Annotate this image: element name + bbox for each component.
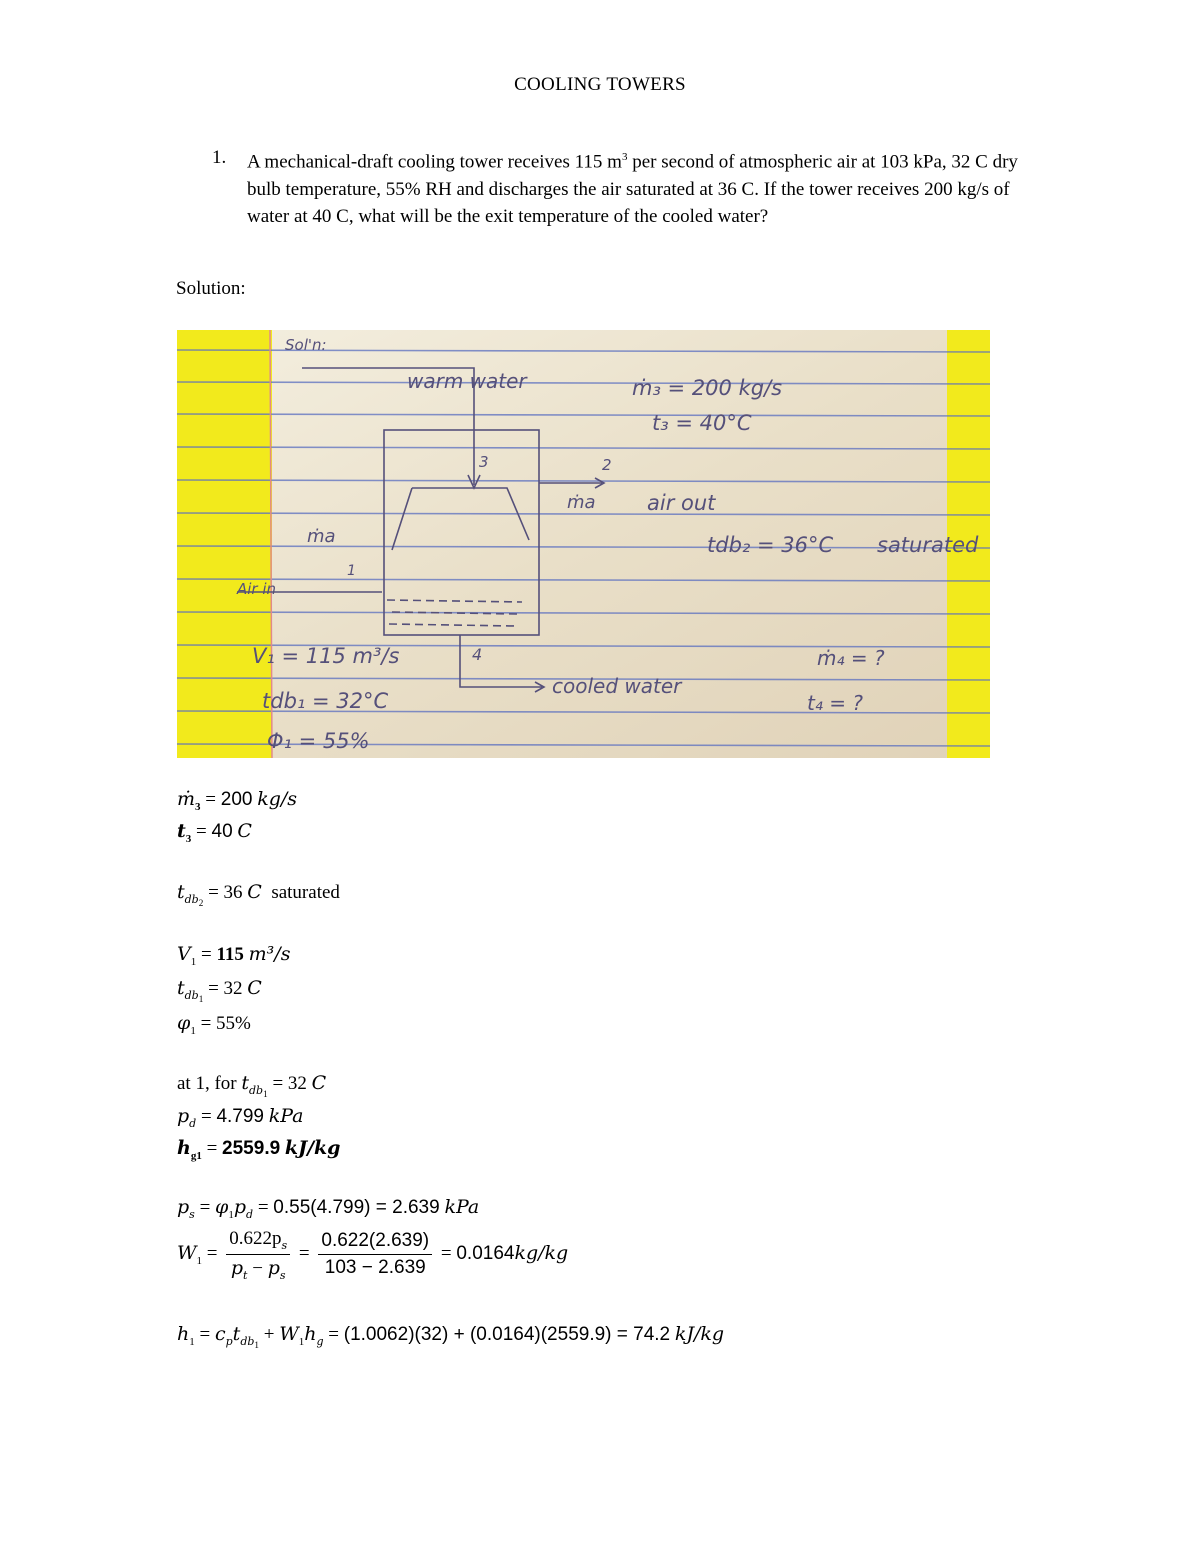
- sketch-m3: ṁ₃ = 200 kg/s: [632, 376, 783, 400]
- eq-m3: ṁ$_3$ = 200 kg/s: [177, 788, 298, 813]
- tdb1-value: 32: [223, 978, 243, 999]
- problem-text: [247, 144, 1032, 231]
- h1-unit: kJ/kg: [674, 1323, 725, 1345]
- sketch-t4: t₄ = ?: [807, 691, 863, 715]
- ps-calc: 0.55(4.799) = 2.639: [273, 1197, 440, 1218]
- problem-line1: A mechanical-draft cooling tower receives 115 m: [247, 151, 622, 173]
- eq-phi1: $\varphi_1 = 55\%$: [177, 1012, 251, 1037]
- m3-unit: kg/s: [257, 788, 298, 810]
- tdb1-unit: C: [247, 977, 262, 999]
- tdb2-value: 36: [223, 882, 243, 903]
- problem-superscript: 3: [621, 151, 628, 163]
- sketch-saturated: saturated: [877, 533, 979, 557]
- sketch-tdb1: tdb₁ = 32°C: [262, 689, 389, 713]
- v1-value: 115: [216, 944, 244, 965]
- w1-num-sym: 0.622p: [229, 1228, 282, 1249]
- sketch-node4: 4: [472, 645, 483, 664]
- sketch-ma-left: ṁa: [307, 526, 336, 547]
- t3-unit: C: [237, 820, 252, 842]
- sketch-ma-right: ṁa: [567, 492, 596, 513]
- sketch-m4: ṁ₄ = ?: [817, 646, 885, 670]
- pd-unit: kPa: [268, 1105, 304, 1127]
- tdb2-unit: C: [247, 881, 262, 903]
- at1-unit: C: [311, 1072, 327, 1094]
- sketch-phi1: Φ₁ = 55%: [267, 729, 370, 753]
- ps-unit: kPa: [444, 1196, 480, 1218]
- at1-prefix: at 1, for: [177, 1073, 237, 1094]
- problem-line1-end: per second of atmospheric air: [627, 151, 857, 173]
- sketch-air-in: Air in: [237, 580, 277, 598]
- hg1-unit: kJ/kg: [284, 1137, 341, 1159]
- sketch-node3: 3: [479, 453, 489, 471]
- page-title: COOLING TOWERS: [514, 74, 686, 95]
- yellow-margin-left: [177, 330, 272, 758]
- pd-value: 4.799: [216, 1106, 264, 1127]
- sketch-cooled-water: cooled water: [552, 674, 682, 698]
- t3-value: 40: [211, 821, 233, 842]
- eq-hg1: $h_{g1} = 2559.9$ kJ/kg: [177, 1137, 341, 1162]
- eq-tdb1: $t_{db_1} = 32$ C: [177, 977, 262, 1004]
- tdb2-note: saturated: [271, 882, 340, 903]
- eq-h1: $h_1 = c_pt_{db_1} + W_1h_g = (1.0062)(32) + (0.0164)(2559.9) = 74.2$ kJ/kg: [177, 1323, 725, 1350]
- sketch-photo: [177, 330, 990, 758]
- phi1-value: 55%: [216, 1013, 251, 1034]
- problem-statement: [212, 144, 1032, 231]
- sketch-tdb2: tdb₂ = 36°C: [707, 533, 834, 557]
- sketch-warm-water: warm water: [407, 369, 527, 393]
- w1-unit: kg/kg: [514, 1242, 569, 1265]
- sketch-t3: t₃ = 40°C: [652, 411, 752, 435]
- w1-fraction-symbolic: $\frac{0.622p_s}{p_t - p_s}$: [226, 1228, 290, 1282]
- h1-calc: (1.0062)(32) + (0.0164)(2559.9) = 74.2: [343, 1324, 671, 1345]
- problem-rest: at 103 kPa, 32 C dry bulb temperature, 55% RH and discharges the air saturated at 36 C. If the tower receives 200 kg/s of water at 40 C, what will be the exit temperature of the cooled water?: [247, 151, 1018, 228]
- w1-num-val: 0.622(2.639): [318, 1230, 432, 1255]
- sketch-air-out: air out: [647, 491, 716, 515]
- eq-t3: $t_3 = 40$ C: [177, 820, 252, 845]
- eq-at1: at 1, for $t_{db_1} = 32$ C: [177, 1072, 327, 1099]
- w1-result: 0.0164: [456, 1243, 515, 1265]
- w1-fraction-numeric: [318, 1230, 432, 1279]
- v1-unit: m³/s: [248, 943, 291, 965]
- problem-number: 1.: [212, 147, 227, 168]
- sketch-v1: V₁ = 115 m³/s: [252, 644, 400, 668]
- solution-label: Solution:: [176, 278, 246, 299]
- eq-w1: $W_1$ = $\frac{0.622p_s}{p_t - p_s}$ = $\frac{0.622(2.639)}{103 - 2.639}$ = 0.0164kg/kg: [177, 1228, 569, 1282]
- w1-den-val: 103 − 2.639: [324, 1257, 426, 1279]
- eq-ps: $p_s = \varphi_1p_d = 0.55(4.799) = 2.639$ kPa: [177, 1196, 480, 1221]
- m3-value: 200: [220, 789, 253, 810]
- sketch-corner-note: Sol'n:: [285, 336, 327, 354]
- eq-tdb2: $t_{db_2} = 36$ C saturated: [177, 881, 340, 908]
- sketch-node2: 2: [602, 456, 612, 474]
- hg1-value: 2559.9: [222, 1138, 281, 1159]
- at1-value: 32: [287, 1073, 307, 1094]
- eq-v1: $V_1 = 115$ m³/s: [177, 943, 291, 968]
- eq-pd: $p_d = 4.799$ kPa: [177, 1105, 304, 1130]
- sketch-node1: 1: [347, 563, 356, 579]
